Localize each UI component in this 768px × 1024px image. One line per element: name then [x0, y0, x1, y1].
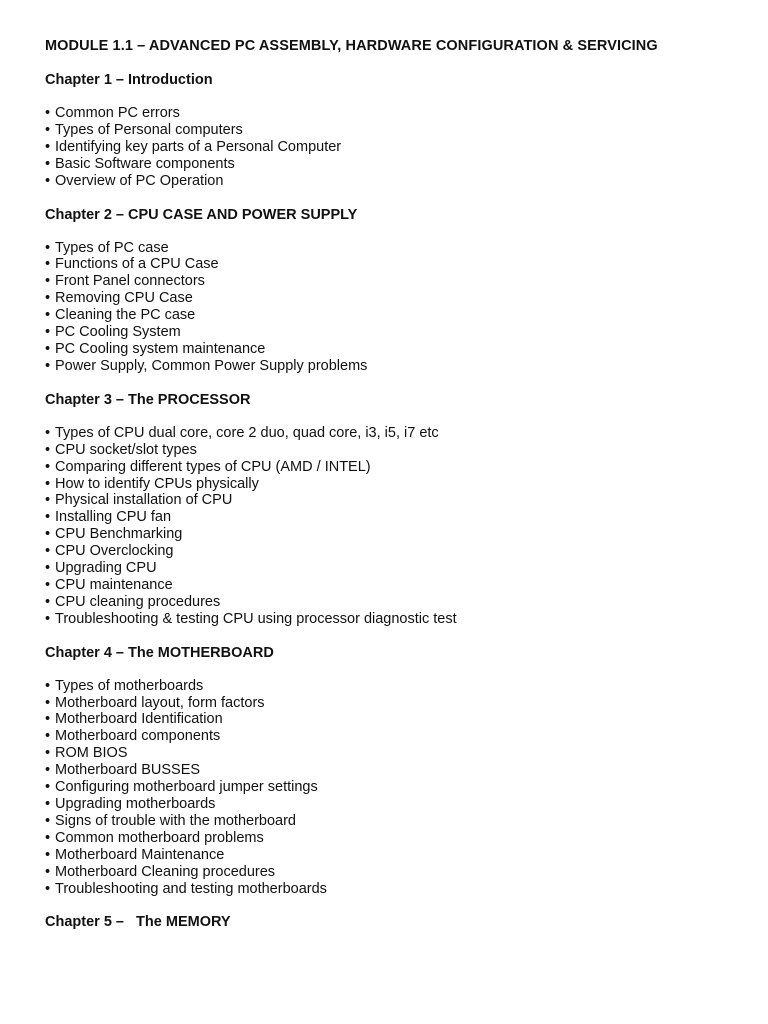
- bullet-icon: •: [45, 273, 51, 290]
- bullet-icon: •: [45, 424, 51, 441]
- chapter-heading: Chapter 5 – The MEMORY: [45, 914, 231, 931]
- list-item: [45, 105, 735, 122]
- list-item: [45, 526, 735, 543]
- topic-text: Types of motherboards: [55, 677, 204, 694]
- bullet-icon: •: [45, 105, 51, 121]
- list-item: [45, 256, 735, 273]
- topic-list: [45, 105, 735, 190]
- list-item: [45, 847, 735, 864]
- topic-text: Functions of a CPU Case: [55, 256, 219, 273]
- chapter-heading: Chapter 2 – CPU CASE AND POWER SUPPLY: [45, 206, 358, 223]
- bullet-icon: •: [45, 560, 51, 577]
- list-item: [45, 762, 735, 779]
- bullet-icon: •: [45, 172, 51, 189]
- list-item: [45, 442, 735, 459]
- list-item: [45, 476, 735, 493]
- list-item: [45, 695, 735, 712]
- topic-text: Front Panel connectors: [55, 273, 205, 290]
- list-item: [45, 156, 735, 173]
- bullet-icon: •: [45, 492, 51, 509]
- topic-text: CPU cleaning procedures: [55, 593, 221, 610]
- bullet-icon: •: [45, 593, 51, 610]
- bullet-icon: •: [45, 880, 51, 897]
- topic-list: [45, 240, 735, 375]
- module-title: MODULE 1.1 – ADVANCED PC ASSEMBLY, HARDWARE CONFIGURATION & SERVICING: [45, 38, 658, 54]
- list-item: [45, 459, 735, 476]
- topic-text: Upgrading motherboards: [55, 796, 216, 812]
- chapter-heading: Chapter 1 – Introduction: [45, 72, 213, 88]
- bullet-icon: •: [45, 694, 51, 711]
- bullet-icon: •: [45, 829, 51, 846]
- topic-text: Comparing different types of CPU (AMD / INTEL): [55, 458, 371, 475]
- topic-text: Removing CPU Case: [55, 290, 193, 307]
- list-item: [45, 324, 735, 341]
- topic-text: Types of CPU dual core, core 2 duo, quad core, i3, i5, i7 etc: [55, 424, 439, 441]
- topic-text: ROM BIOS: [55, 745, 128, 762]
- topic-text: Power Supply, Common Power Supply problems: [55, 357, 368, 374]
- bullet-icon: •: [45, 357, 51, 374]
- list-item: [45, 745, 735, 762]
- topic-text: CPU maintenance: [55, 576, 173, 593]
- topic-text: CPU Benchmarking: [55, 526, 183, 543]
- topic-text: Types of PC case: [55, 239, 169, 256]
- bullet-icon: •: [45, 796, 51, 812]
- topic-text: Basic Software components: [55, 155, 235, 172]
- list-item: [45, 240, 735, 257]
- topic-text: Upgrading CPU: [55, 560, 157, 577]
- bullet-icon: •: [45, 779, 51, 796]
- list-item: [45, 711, 735, 728]
- list-item: [45, 122, 735, 139]
- topic-text: Configuring motherboard jumper settings: [55, 779, 318, 796]
- topic-text: Troubleshooting & testing CPU using processor diagnostic test: [55, 610, 457, 627]
- list-item: [45, 425, 735, 442]
- bullet-icon: •: [45, 728, 51, 745]
- topic-list: [45, 425, 735, 628]
- topic-text: PC Cooling system maintenance: [55, 340, 266, 357]
- bullet-icon: •: [45, 475, 51, 492]
- bullet-icon: •: [45, 155, 51, 172]
- topic-text: Motherboard Identification: [55, 711, 223, 728]
- list-item: [45, 813, 735, 830]
- bullet-icon: •: [45, 762, 51, 779]
- bullet-icon: •: [45, 458, 51, 475]
- list-item: [45, 358, 735, 375]
- topic-text: Cleaning the PC case: [55, 307, 196, 324]
- topic-text: Physical installation of CPU: [55, 492, 233, 509]
- list-item: [45, 290, 735, 307]
- topic-text: How to identify CPUs physically: [55, 475, 259, 492]
- topic-text: Identifying key parts of a Personal Computer: [55, 138, 342, 155]
- list-item: [45, 796, 735, 813]
- bullet-icon: •: [45, 610, 51, 627]
- bullet-icon: •: [45, 576, 51, 593]
- bullet-icon: •: [45, 711, 51, 728]
- bullet-icon: •: [45, 290, 51, 307]
- topic-text: CPU socket/slot types: [55, 441, 197, 458]
- chapter-3: [45, 392, 735, 628]
- bullet-icon: •: [45, 863, 51, 880]
- list-item: [45, 577, 735, 594]
- list-item: [45, 273, 735, 290]
- list-item: [45, 678, 735, 695]
- topic-text: Overview of PC Operation: [55, 172, 224, 189]
- list-item: [45, 543, 735, 560]
- bullet-icon: •: [45, 543, 51, 560]
- bullet-icon: •: [45, 256, 51, 273]
- topic-text: PC Cooling System: [55, 324, 181, 341]
- bullet-icon: •: [45, 509, 51, 526]
- list-item: [45, 881, 735, 898]
- list-item: [45, 728, 735, 745]
- bullet-icon: •: [45, 441, 51, 458]
- chapter-1: [45, 72, 735, 190]
- topic-text: Installing CPU fan: [55, 509, 172, 526]
- list-item: [45, 594, 735, 611]
- bullet-icon: •: [45, 846, 51, 863]
- chapter-2: [45, 207, 735, 375]
- document-page: [45, 38, 735, 947]
- list-item: [45, 173, 735, 190]
- list-item: [45, 611, 735, 628]
- topic-text: Motherboard Maintenance: [55, 846, 225, 863]
- topic-text: Troubleshooting and testing motherboards: [55, 880, 327, 897]
- topic-text: CPU Overclocking: [55, 543, 174, 560]
- topic-text: Common PC errors: [55, 105, 180, 121]
- topic-text: Motherboard BUSSES: [55, 762, 201, 779]
- bullet-icon: •: [45, 745, 51, 762]
- bullet-icon: •: [45, 812, 51, 829]
- topic-text: Signs of trouble with the motherboard: [55, 812, 296, 829]
- bullet-icon: •: [45, 138, 51, 155]
- bullet-icon: •: [45, 324, 51, 341]
- topic-text: Motherboard layout, form factors: [55, 694, 265, 711]
- list-item: [45, 779, 735, 796]
- bullet-icon: •: [45, 121, 51, 138]
- topic-list: [45, 678, 735, 898]
- bullet-icon: •: [45, 526, 51, 543]
- chapter-heading: Chapter 4 – The MOTHERBOARD: [45, 644, 274, 661]
- list-item: [45, 492, 735, 509]
- chapter-heading: Chapter 3 – The PROCESSOR: [45, 391, 251, 408]
- list-item: [45, 341, 735, 358]
- topic-text: Motherboard Cleaning procedures: [55, 863, 276, 880]
- bullet-icon: •: [45, 307, 51, 324]
- list-item: [45, 864, 735, 881]
- bullet-icon: •: [45, 677, 51, 694]
- chapter-4: [45, 645, 735, 898]
- list-item: [45, 139, 735, 156]
- topic-text: Motherboard components: [55, 728, 221, 745]
- topic-text: Common motherboard problems: [55, 829, 264, 846]
- list-item: [45, 830, 735, 847]
- chapter-list: [45, 72, 735, 931]
- bullet-icon: •: [45, 340, 51, 357]
- chapter-5: [45, 914, 735, 931]
- list-item: [45, 307, 735, 324]
- list-item: [45, 509, 735, 526]
- bullet-icon: •: [45, 239, 51, 256]
- list-item: [45, 560, 735, 577]
- topic-text: Types of Personal computers: [55, 121, 243, 138]
